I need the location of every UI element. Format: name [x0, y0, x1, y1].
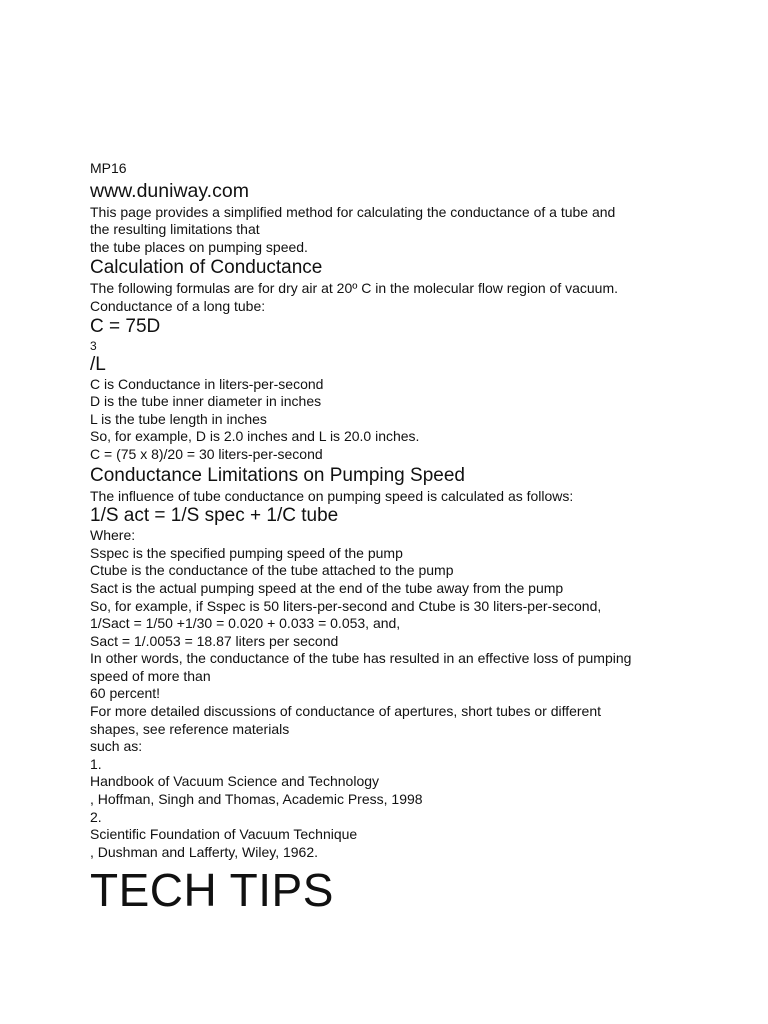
example-dimensions: So, for example, D is 2.0 inches and L is 20.0 inches.: [90, 428, 420, 445]
calculation-step-1: 1/Sact = 1/50 +1/30 = 0.020 + 0.033 = 0.053, and,: [90, 615, 401, 632]
section-heading-calculation: Calculation of Conductance: [90, 257, 323, 279]
more-info-line-1: For more detailed discussions of conductance of apertures, short tubes or different: [90, 703, 602, 720]
summary-line-2: speed of more than: [90, 667, 211, 684]
summary-line-3: 60 percent!: [90, 685, 161, 702]
more-info-line-3: such as:: [90, 738, 143, 755]
definition-d: D is the tube inner diameter in inches: [90, 393, 322, 410]
section-heading-limitations: Conductance Limitations on Pumping Speed: [90, 464, 465, 486]
section1-line-2: Conductance of a long tube:: [90, 297, 266, 314]
reference-details: , Hoffman, Singh and Thomas, Academic Press, 1998: [90, 791, 423, 808]
summary-line-1: In other words, the conductance of the tube has resulted in an effective loss of pumping: [90, 650, 632, 667]
formula-exponent: 3: [90, 338, 97, 353]
reference-title: Handbook of Vacuum Science and Technology: [90, 773, 380, 790]
definition-sact: Sact is the actual pumping speed at the end of the tube away from the pump: [90, 579, 564, 596]
section1-line-1: The following formulas are for dry air at 20º C in the molecular flow region of vacuum.: [90, 280, 619, 297]
tech-tips-title: TECH TIPS: [90, 864, 334, 917]
definition-c: C is Conductance in liters-per-second: [90, 375, 324, 392]
definition-l: L is the tube length in inches: [90, 410, 267, 427]
reference-number: 1.: [90, 755, 102, 772]
where-label: Where:: [90, 527, 136, 544]
formula-conductance-divisor: /L: [90, 353, 106, 375]
intro-line-2: the resulting limitations that: [90, 221, 260, 238]
example-speeds: So, for example, if Sspec is 50 liters-per-second and Ctube is 30 liters-per-second,: [90, 597, 602, 614]
example-result: C = (75 x 8)/20 = 30 liters-per-second: [90, 445, 323, 462]
intro-line-1: This page provides a simplified method for calculating the conductance of a tube and: [90, 203, 616, 220]
reference-title: Scientific Foundation of Vacuum Technique: [90, 826, 358, 843]
intro-line-3: the tube places on pumping speed.: [90, 238, 308, 255]
document-code: MP16: [90, 160, 127, 176]
reference-number: 2.: [90, 808, 102, 825]
section2-intro: The influence of tube conductance on pumping speed is calculated as follows:: [90, 487, 574, 504]
document-page: [90, 160, 730, 915]
reference-details: , Dushman and Lafferty, Wiley, 1962.: [90, 843, 319, 860]
formula-conductance: C = 75D: [90, 315, 161, 337]
more-info-line-2: shapes, see reference materials: [90, 720, 290, 737]
definition-ctube: Ctube is the conductance of the tube attached to the pump: [90, 562, 454, 579]
calculation-step-2: Sact = 1/.0053 = 18.87 liters per second: [90, 632, 339, 649]
definition-sspec: Sspec is the specified pumping speed of the pump: [90, 544, 403, 561]
formula-pumping-speed: 1/S act = 1/S spec + 1/C tube: [90, 505, 339, 527]
site-url: www.duniway.com: [90, 179, 249, 202]
